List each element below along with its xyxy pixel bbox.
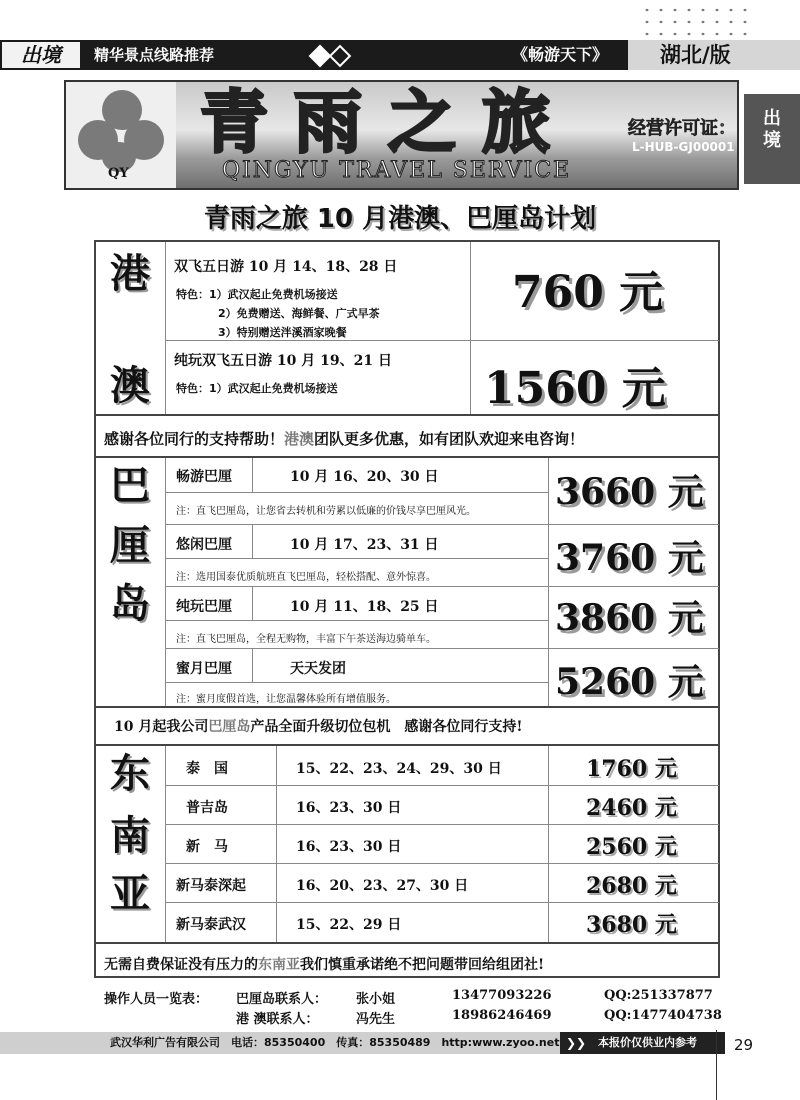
divider	[95, 706, 719, 708]
section-tag: 出境	[0, 40, 82, 70]
divider	[165, 458, 166, 706]
side-tab-label: 出境	[763, 108, 781, 151]
hk-char-1: 港	[110, 250, 150, 297]
bali-tour-note: 注：直飞巴厘岛，让您省去转机和劳累以低廉的价钱尽享巴厘风光。	[176, 506, 476, 517]
thanks-highlight: 港澳	[284, 430, 315, 448]
divider	[95, 744, 719, 746]
section-subtitle: 精华景点线路推荐	[94, 46, 215, 64]
divider	[165, 340, 719, 341]
sea-tour-dates: 15、22、23、24、29、30 日	[296, 761, 502, 777]
divider	[165, 746, 166, 942]
hk-char-2: 澳	[110, 362, 150, 409]
contacts-label: 操作人员一览表：	[104, 992, 209, 1007]
divider	[252, 458, 253, 492]
bali-char: 厘	[110, 522, 150, 569]
page-headline: 青雨之旅 10 月港澳、巴厘岛计划	[203, 204, 597, 234]
contact-dept: 港 澳联系人：	[236, 1012, 319, 1027]
sea-char: 亚	[110, 870, 150, 917]
bali-tour-dates: 10 月 16、20、30 日	[290, 469, 439, 485]
bali-tour-price: 5260 元	[555, 661, 704, 703]
bali-tour-note: 注：蜜月度假首选，让您温馨体验所有增值服务。	[176, 694, 396, 705]
bali-tour-dates: 10 月 11、18、25 日	[290, 599, 439, 615]
thanks-row	[104, 428, 584, 449]
footer-note: 本报价仅供业内参考	[598, 1036, 697, 1049]
decor-dots	[640, 4, 750, 36]
divider	[165, 785, 719, 786]
divider	[165, 586, 719, 587]
page-number: 29	[734, 1036, 754, 1054]
hk-tour1-feature: 3）特别赠送泮溪酒家晚餐	[218, 326, 347, 339]
bali-tour-note: 注：直飞巴厘岛，全程无购物，丰富下午茶送海边骑单车。	[176, 634, 436, 645]
footer-company: 武汉华利广告有限公司 电话：85350400 传真：85350489 http:www.zyoo.net	[110, 1036, 560, 1049]
hk-tour1-feature: 2）免费赠送、海鲜餐、广式早茶	[218, 307, 380, 320]
sea-tour-name: 普吉岛	[186, 800, 228, 816]
sea-tour-price: 3680 元	[586, 912, 677, 938]
upgrade-pre: 10 月起我公司	[114, 719, 209, 735]
divider	[165, 492, 548, 493]
contact-dept: 巴厘岛联系人：	[236, 992, 328, 1007]
bali-tour-name: 纯玩巴厘	[176, 599, 232, 615]
sea-tour-dates: 16、23、30 日	[296, 800, 402, 816]
contact-name: 冯先生	[356, 1012, 396, 1027]
sea-tour-price: 2460 元	[586, 795, 677, 821]
sea-char: 南	[110, 812, 150, 859]
divider	[548, 458, 549, 706]
divider	[252, 586, 253, 620]
upgrade-row	[114, 716, 523, 736]
contact-qq: QQ:1477404738	[604, 1008, 722, 1023]
hk-tour1-feature: 特色：1）武汉起止免费机场接送	[176, 288, 338, 301]
footer-divider	[716, 1030, 717, 1100]
sea-tour-price: 2560 元	[586, 834, 677, 860]
sea-tour-price: 2680 元	[586, 873, 677, 899]
upgrade-highlight: 巴厘岛	[208, 719, 251, 735]
divider	[165, 648, 719, 649]
bali-tour-dates: 10 月 17、23、31 日	[290, 537, 439, 553]
contact-phone: 13477093226	[452, 988, 552, 1003]
logo-text: QY	[108, 166, 129, 181]
sea-char: 东	[110, 750, 150, 797]
contact-name: 张小姐	[356, 992, 396, 1007]
bali-tour-price: 3760 元	[555, 537, 704, 579]
divider	[165, 824, 719, 825]
sea-tour-name: 泰 国	[186, 761, 228, 777]
magazine-name: 《畅游天下》	[512, 45, 609, 64]
guarantee-row	[104, 954, 544, 974]
bali-tour-dates: 天天发团	[290, 661, 346, 677]
guarantee-pre: 无需自费保证没有压力的	[104, 957, 258, 973]
contact-qq: QQ:251337877	[604, 988, 713, 1003]
guarantee-post: 我们慎重承诺绝不把问题带回给组团社!	[300, 957, 545, 973]
divider	[548, 746, 549, 942]
agency-english-name: QINGYU TRAVEL SERVICE	[222, 158, 572, 183]
bali-tour-price: 3860 元	[555, 597, 704, 639]
upgrade-post: 产品全面升级切位包机 感谢各位同行支持!	[250, 719, 523, 735]
divider	[470, 242, 471, 414]
sea-tour-name: 新马泰武汉	[176, 917, 246, 933]
license-label: 经营许可证：	[628, 118, 736, 139]
sea-tour-name: 新 马	[186, 839, 228, 855]
hk-tour1-name: 双飞五日游 10 月 14、18、28 日	[174, 259, 398, 275]
divider	[165, 242, 166, 414]
divider	[95, 456, 719, 458]
side-tab	[744, 94, 800, 184]
sea-tour-dates: 16、20、23、27、30 日	[296, 878, 469, 894]
sea-tour-dates: 16、23、30 日	[296, 839, 402, 855]
sea-tour-dates: 15、22、29 日	[296, 917, 402, 933]
bali-tour-name: 蜜月巴厘	[176, 661, 232, 677]
contact-phone: 18986246469	[452, 1008, 552, 1023]
bali-tour-note: 注：选用国泰优质航班直飞巴厘岛，轻松搭配、意外惊喜。	[176, 572, 436, 583]
divider	[165, 863, 719, 864]
bali-char: 岛	[110, 580, 150, 627]
agency-title: 青雨之旅	[200, 84, 577, 163]
divider	[165, 902, 719, 903]
divider	[165, 620, 548, 621]
chevron-right-icon: ❯❯	[566, 1036, 587, 1050]
divider	[252, 524, 253, 558]
divider	[165, 558, 548, 559]
license-number: L-HUB-GJ00001	[632, 140, 735, 154]
bali-tour-name: 畅游巴厘	[176, 469, 232, 485]
hk-tour2-feature: 特色：1）武汉起止免费机场接送	[176, 382, 338, 395]
divider	[252, 648, 253, 682]
hk-tour2-name: 纯玩双飞五日游 10 月 19、21 日	[174, 353, 392, 369]
thanks-pre: 感谢各位同行的支持帮助！	[104, 430, 285, 448]
divider	[165, 682, 548, 683]
bali-char: 巴	[110, 462, 150, 509]
hk-tour1-price: 760 元	[512, 267, 664, 318]
divider	[95, 942, 719, 944]
region-label: 湖北/版	[660, 43, 731, 67]
bali-tour-price: 3660 元	[555, 471, 704, 513]
divider	[276, 746, 277, 942]
sea-tour-price: 1760 元	[586, 756, 677, 782]
sea-tour-name: 新马泰深起	[176, 878, 246, 894]
thanks-post: 团队更多优惠，如有团队欢迎来电咨询！	[314, 430, 585, 448]
divider	[165, 524, 719, 525]
hk-tour2-price: 1560 元	[484, 363, 666, 414]
guarantee-highlight: 东南亚	[258, 957, 300, 973]
bali-tour-name: 悠闲巴厘	[176, 537, 232, 553]
